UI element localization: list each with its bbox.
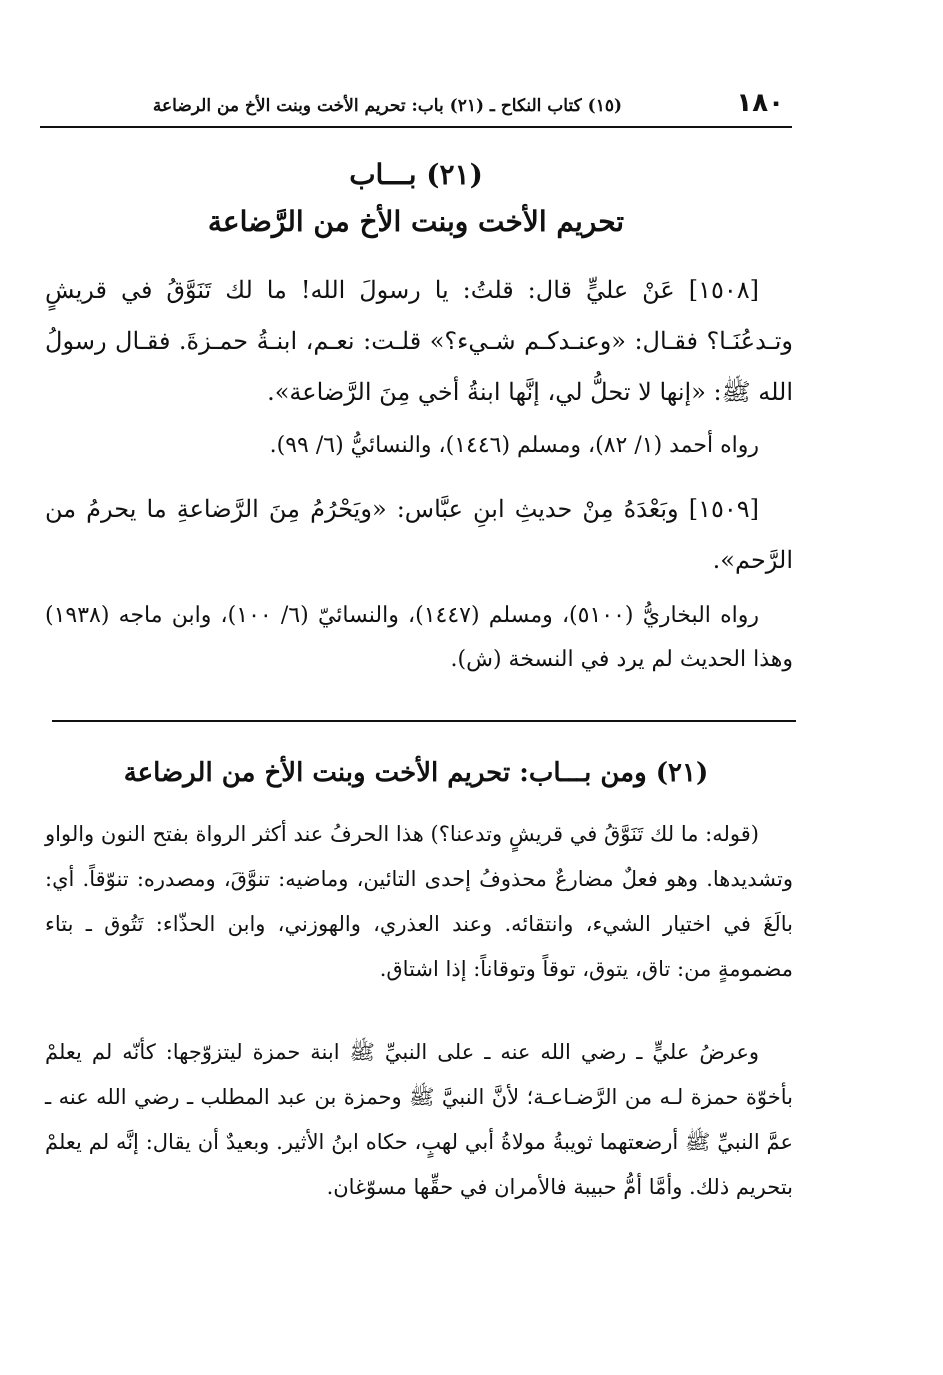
hadith-1508-text: [١٥٠٨] عَنْ عليٍّ قال: قلتُ: يا رسولَ الله! ما لك تَنَوَّقُ في قريشٍ وتـدعُنَـا؟ فقـال: «وعنـدكـم شـيء؟» قلـت: نعـم، ابنـةُ حمـزةَ. فقـال رسولُ الله ﷺ: «إنها لا تحلُّ لي، إنَّها ابنةُ أخي مِنَ الرَّضاعة».: [45, 276, 793, 406]
commentary-paragraph-1: [45, 812, 793, 992]
hadith-1509-text: [١٥٠٩] وبَعْدَهُ مِنْ حديثِ ابنِ عبَّاس: «ويَحْرُمُ مِنَ الرَّضاعةِ ما يحرمُ من الرَّحم».: [45, 495, 793, 574]
hadith-1508-source: [45, 424, 793, 468]
page-header: [40, 86, 792, 128]
commentary-divider: [52, 720, 796, 722]
running-head: (١٥) كتاب النكاح ـ (٢١) باب: تحريم الأخت وبنت الأخ من الرضاعة: [152, 96, 622, 116]
chapter-title: تحريم الأخت وبنت الأخ من الرَّضاعة: [207, 205, 625, 238]
hadith-1509-source-text: رواه البخاريُّ (٥١٠٠)، ومسلم (١٤٤٧)، والنسائيّ (٦/ ١٠٠)، وابن ماجه (١٩٣٨) وهذا الحديث لم يرد في النسخة (ش).: [45, 603, 793, 672]
hadith-1508: [45, 265, 793, 418]
hadith-1509-source: [45, 594, 793, 682]
commentary-paragraph-2-text: وعرضُ عليٍّ ـ رضي الله عنه ـ على النبيِّ ﷺ ابنة حمزة ليتزوّجها: كأنّه لم يعلمْ بأخوّة حمزة لـه من الرَّضـاعـة؛ لأنَّ النبيَّ ﷺ وحمزة بن عبد المطلب ـ رضي الله عنه ـ عمَّ النبيِّ ﷺ أرضعتهما ثويبةُ مولاةُ أبي لهبٍ، حكاه ابنُ الأثير. وبعيدٌ أن يقال: إنَّه لم يعلمْ بتحريم ذلك. وأمَّا أمُّ حبيبة فالأمران في حقِّها مسوّغان.: [45, 1040, 793, 1199]
page-number: ١٨٠: [736, 88, 784, 118]
commentary-title: (٢١) ومن بـــاب: تحريم الأخت وبنت الأخ من الرضاعة: [123, 758, 709, 788]
chapter-number: (٢١) بـــاب: [349, 158, 483, 191]
hadith-1509: [45, 484, 793, 586]
hadith-1508-source-text: رواه أحمد (١/ ٨٢)، ومسلم (١٤٤٦)، والنسائيُّ (٦/ ٩٩).: [269, 433, 759, 458]
commentary-paragraph-2: [45, 1030, 793, 1210]
commentary-paragraph-1-text: (قوله: ما لك تَنَوَّقُ في قريشٍ وتدعنا؟) هذا الحرفُ عند أكثر الرواة بفتح النون والواو وتشديدها. وهو فعلٌ مضارعٌ محذوفُ إحدى التائين، وماضيه: تنوَّقَ، ومصدره: تنوّقاً. أي: بالَغَ في اختيار الشيء، وانتقائه. وعند العذري، والهوزني، وابن الحذّاء: تَتُوق ـ بتاء مضمومةٍ من: تاق، يتوق، توقاً وتوقاناً: إذا اشتاق.: [45, 822, 793, 981]
